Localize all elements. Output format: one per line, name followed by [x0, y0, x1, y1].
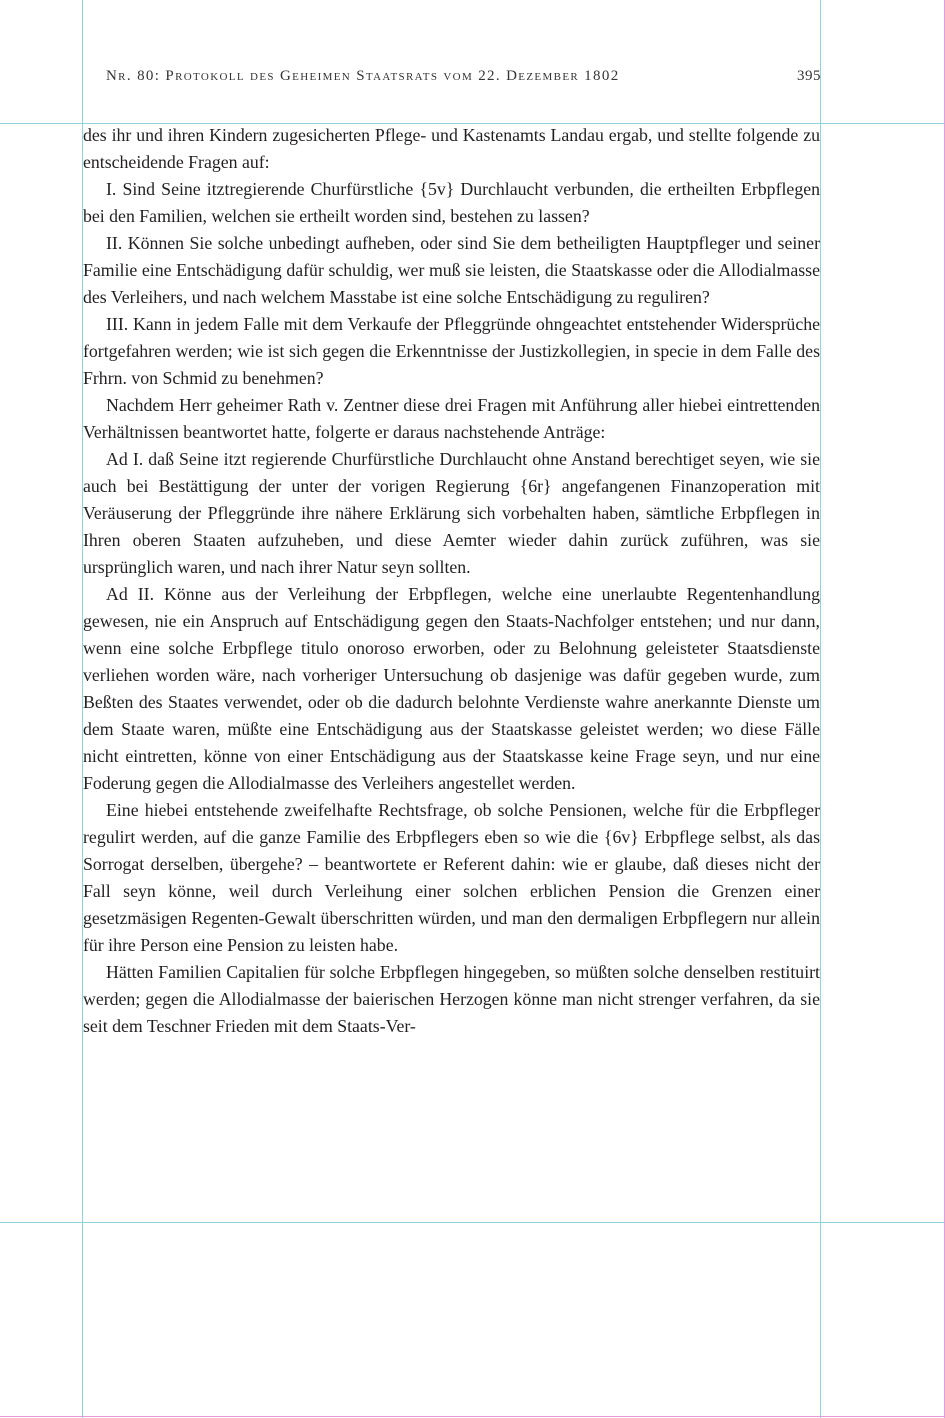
paragraph: II. Können Sie solche unbedingt aufheben, oder sind Sie dem betheiligten Hauptpfleger und seiner Familie eine Entschädigung dafür schuldig, wer muß sie leisten, die Staatskasse oder die Allodialmasse des Verleihers, und nach welchem Masstabe ist eine solche Entschädigung zu reguliren? — [83, 233, 820, 307]
page-number: 395 — [797, 68, 821, 84]
paragraph: III. Kann in jedem Falle mit dem Verkaufe der Pfleggründe ohngeachtet entstehender Widersprüche fortgefahren werden; wie ist sich gegen die Erkenntnisse der Justizkollegien, in specie in dem Falle des Frhrn. von Schmid zu benehmen? — [83, 314, 820, 388]
paragraph: Ad I. daß Seine itzt regierende Churfürstliche Durchlaucht ohne Anstand berechtiget seyen, wie sie auch bei Bestättigung der unter der vorigen Regierung {6r} angefangenen Finanzoperation mit Veräuserung der Pfleggründe ihre nähere Erklärung sich vorbehalten haben, sämtliche Erbpflegen in Ihren oberen Staaten aufzuheben, und diese Aemter wieder dahin zurück zuführen, was sie ursprünglich waren, und nach ihrer Natur seyn sollten. — [83, 449, 820, 577]
paragraph: des ihr und ihren Kindern zugesicherten Pflege- und Kastenamts Landau ergab, und stellte folgende zu entscheidende Fragen auf: — [83, 125, 820, 172]
paragraph: Hätten Familien Capitalien für solche Erbpflegen hingegeben, so müßten solche denselben restituirt werden; gegen die Allodialmasse der baierischen Herzogen könne man nicht strenger verfahren, da sie seit dem Teschner Frieden mit dem Staats-Ver- — [83, 962, 820, 1036]
right-margin-guide — [820, 0, 821, 1418]
bottom-text-guide — [0, 1222, 945, 1223]
body-text — [83, 122, 820, 1040]
running-header — [106, 68, 821, 90]
paragraph: Eine hiebei entstehende zweifelhafte Rechtsfrage, ob solche Pensionen, welche für die Erbpfleger regulirt werden, auf die ganze Familie des Erbpflegers eben so wie die {6v} Erbpflege selbst, als das Sorrogat derselben, übergehe? – beantwortete er Referent dahin: wie er glaube, daß dieses nicht der Fall seyn könne, weil durch Verleihung einer solchen erblichen Pension die Grenzen einer gesetzmäsigen Regenten-Gewalt überschritten würden, und man den dermaligen Erbpflegern nur allein für ihre Person eine Pension zu leisten habe. — [83, 800, 820, 955]
paragraph: Ad II. Könne aus der Verleihung der Erbpflegen, welche eine unerlaubte Regentenhandlung gewesen, nie ein Anspruch auf Entschädigung gegen den Staats-Nachfolger entstehen; und nur dann, wenn eine solche Erbpflege titulo onoroso erworben, oder zu Belohnung geleisteter Staatsdienste verliehen worden wäre, nach vorheriger Untersuchung ob dasjenige was dafür gegeben wurde, zum Beßten des Staates verwendet, oder ob die dadurch belohnte Verdienste wahre anerkannte Dienste um dem Staate waren, müßte eine Entschädigung aus der Staatskasse geleistet werden; wo diese Fälle nicht eintretten, könne von einer Entschädigung aus der Staatskasse keine Frage seyn, und nur eine Foderung gegen die Allodialmasse des Verleihers angestellet werden. — [83, 584, 820, 793]
paragraph: Nachdem Herr geheimer Rath v. Zentner diese drei Fragen mit Anführung aller hiebei eintrettenden Verhältnissen beantwortet hatte, folgerte er daraus nachstehende Anträge: — [83, 395, 820, 442]
paragraph: I. Sind Seine itztregierende Churfürstliche {5v} Durchlaucht verbunden, die ertheilten Erbpflegen bei den Familien, welchen sie ertheilt worden sind, bestehen zu lassen? — [83, 179, 820, 226]
page-edge-bottom — [0, 1416, 945, 1417]
header-title: Nr. 80: Protokoll des Geheimen Staatsrats vom 22. Dezember 1802 — [106, 68, 620, 84]
